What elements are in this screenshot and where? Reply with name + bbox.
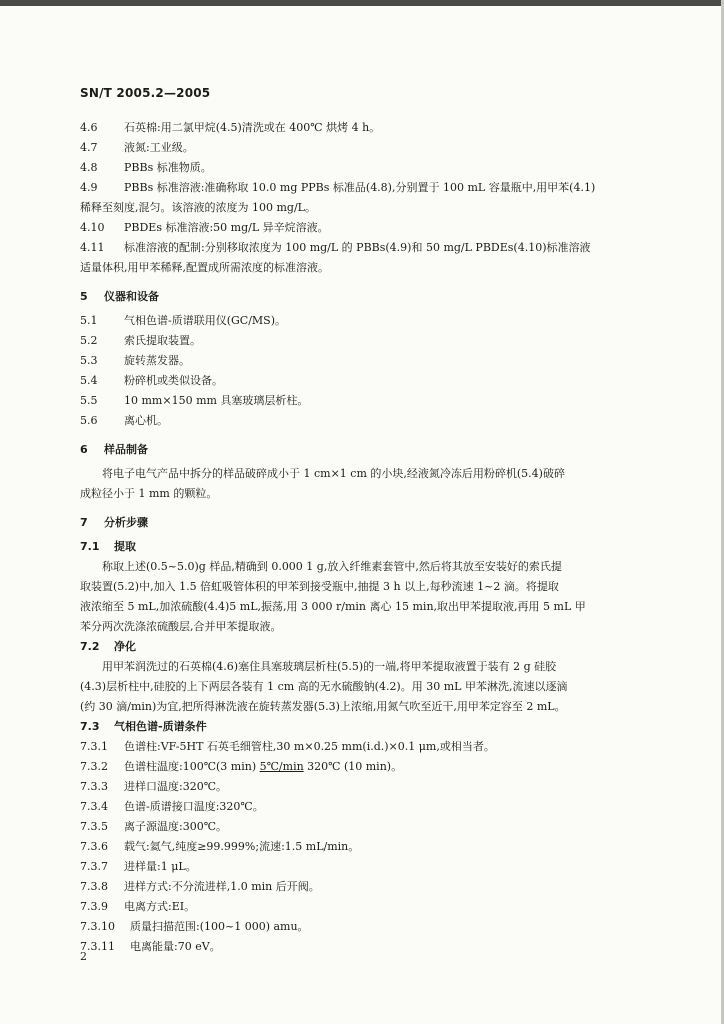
subsection-number: 7.3: [80, 720, 100, 733]
clause-number: 4.11: [80, 241, 105, 254]
clause-7-3-2: [80, 757, 640, 777]
paragraph-line: 取装置(5.2)中,加入 1.5 倍虹吸管体积的甲苯到接受瓶中,抽提 3 h 以上,每秒流速 1~2 滴。将提取: [80, 580, 559, 593]
clause-number: 5.5: [80, 394, 98, 407]
clause-4-10: [80, 218, 640, 238]
paragraph-line: (约 30 滴/min)为宜,把所得淋洗液在旋转蒸发器(5.3)上浓缩,用氮气吹至近干,用甲苯定容至 2 mL。: [80, 700, 566, 713]
clause-number: 5.3: [80, 354, 98, 367]
clause-text: 索氏提取装置。: [124, 334, 201, 347]
clause-number: 7.3.5: [80, 820, 108, 833]
clause-number: 7.3.9: [80, 900, 108, 913]
clause-text: 离心机。: [124, 414, 168, 427]
clause-7-3-8: [80, 877, 640, 897]
subsection-title: 提取: [114, 540, 136, 553]
paragraph-line: 成粒径小于 1 mm 的颗粒。: [80, 487, 218, 500]
section-number: 6: [80, 443, 88, 456]
clause-text: 离子源温度:300℃。: [124, 820, 228, 833]
temperature-program-start: 色谱柱温度:100℃(3 min): [124, 760, 257, 773]
clause-5-4: [80, 371, 640, 391]
subsection-number: 7.2: [80, 640, 100, 653]
clause-continuation: 适量体积,用甲苯稀释,配置成所需浓度的标准溶液。: [80, 261, 329, 274]
clause-number: 7.3.11: [80, 940, 115, 953]
clause-text: 电离方式:EI。: [124, 900, 196, 913]
clause-number: 7.3.8: [80, 880, 108, 893]
clause-4-7: [80, 138, 640, 158]
clause-text: PBBs 标准物质。: [124, 161, 212, 174]
clause-5-3: [80, 351, 640, 371]
clause-number: 7.3.10: [80, 920, 115, 933]
clause-text: 10 mm×150 mm 具塞玻璃层析柱。: [124, 394, 309, 407]
paragraph-line: 苯分两次洗涤浓硫酸层,合并甲苯提取液。: [80, 620, 282, 633]
clause-7-3-1: [80, 737, 640, 757]
clause-number: 5.1: [80, 314, 98, 327]
clause-number: 7.3.7: [80, 860, 108, 873]
clause-number: 5.4: [80, 374, 98, 387]
clause-text: PBDEs 标准溶液:50 mg/L 异辛烷溶液。: [124, 221, 329, 234]
clause-text: 进样方式:不分流进样,1.0 min 后开阀。: [124, 880, 320, 893]
subsection-7-1-heading: [80, 537, 640, 557]
paragraph-line: 将电子电气产品中拆分的样品破碎成小于 1 cm×1 cm 的小块,经液氮冷冻后用粉碎机(5.4)破碎: [102, 467, 565, 480]
clause-5-1: [80, 311, 640, 331]
clause-number: 7.3.2: [80, 760, 108, 773]
page-content: [80, 118, 640, 957]
clause-number: 4.10: [80, 221, 105, 234]
section-title: 样品制备: [104, 443, 148, 456]
subsection-7-2-heading: [80, 637, 640, 657]
subsection-number: 7.1: [80, 540, 100, 553]
ramp-rate: 5℃/min: [259, 760, 304, 773]
clause-4-8: [80, 158, 640, 178]
clause-7-3-5: [80, 817, 640, 837]
clause-number: 4.7: [80, 141, 98, 154]
clause-number: 7.3.3: [80, 780, 108, 793]
section-6-heading: [80, 440, 640, 460]
clause-number: 5.2: [80, 334, 98, 347]
clause-number: 7.3.6: [80, 840, 108, 853]
clause-text: 粉碎机或类似设备。: [124, 374, 223, 387]
temperature-program-end: 320℃ (10 min)。: [307, 760, 403, 773]
clause-text: 电离能量:70 eV。: [130, 940, 221, 953]
clause-text: 气相色谱-质谱联用仪(GC/MS)。: [124, 314, 287, 327]
clause-text: 色谱-质谱接口温度:320℃。: [124, 800, 264, 813]
clause-number: 4.9: [80, 181, 98, 194]
paragraph-line: 用甲苯润洗过的石英棉(4.6)塞住具塞玻璃层析柱(5.5)的一端,将甲苯提取液置于装有 2 g 硅胶: [102, 660, 557, 673]
section-title: 仪器和设备: [104, 290, 159, 303]
subsection-7-3-heading: [80, 717, 640, 737]
paragraph-line: 称取上述(0.5~5.0)g 样品,精确到 0.000 1 g,放入纤维素套管中,然后将其放至安装好的索氏提: [102, 560, 562, 573]
clause-text: 色谱柱:VF-5HT 石英毛细管柱,30 m×0.25 mm(i.d.)×0.1 μm,或相当者。: [124, 740, 495, 753]
clause-text: 载气:氦气,纯度≥99.999%;流速:1.5 mL/min。: [124, 840, 360, 853]
clause-number: 4.8: [80, 161, 98, 174]
clause-number: 5.6: [80, 414, 98, 427]
top-scan-edge: [0, 0, 724, 6]
clause-7-3-10: [80, 917, 640, 937]
clause-7-3-6: [80, 837, 640, 857]
clause-text: 进样口温度:320℃。: [124, 780, 228, 793]
clause-7-3-11: [80, 937, 640, 957]
clause-number: 7.3.4: [80, 800, 108, 813]
clause-5-5: [80, 391, 640, 411]
page-number: 2: [80, 950, 87, 963]
paragraph-line: (4.3)层析柱中,硅胶的上下两层各装有 1 cm 高的无水硫酸钠(4.2)。用 30 mL 甲苯淋洗,流速以逐滴: [80, 680, 568, 693]
clause-7-3-3: [80, 777, 640, 797]
section-5-heading: [80, 287, 640, 307]
section-7-heading: [80, 513, 640, 533]
clause-4-6: [80, 118, 640, 138]
clause-7-3-4: [80, 797, 640, 817]
clause-text: PBBs 标准溶液:准确称取 10.0 mg PPBs 标准品(4.8),分别置于 100 mL 容量瓶中,用甲苯(4.1): [124, 181, 596, 194]
clause-continuation: 稀释至刻度,混匀。该溶液的浓度为 100 mg/L。: [80, 201, 316, 214]
paragraph-line: 液浓缩至 5 mL,加浓硫酸(4.4)5 mL,振荡,用 3 000 r/min 离心 15 min,取出甲苯提取液,再用 5 mL 甲: [80, 600, 586, 613]
clause-text: 旋转蒸发器。: [124, 354, 190, 367]
subsection-title: 净化: [114, 640, 136, 653]
clause-4-11: [80, 238, 640, 258]
clause-text: [124, 757, 640, 777]
section-number: 5: [80, 290, 88, 303]
clause-4-9: [80, 178, 640, 198]
clause-text: 液氮:工业级。: [124, 141, 194, 154]
clause-text: 质量扫描范围:(100~1 000) amu。: [130, 920, 309, 933]
subsection-title: 气相色谱-质谱条件: [114, 720, 207, 733]
clause-text: 石英棉:用二氯甲烷(4.5)清洗或在 400℃ 烘烤 4 h。: [124, 121, 381, 134]
clause-text: 标准溶液的配制:分别移取浓度为 100 mg/L 的 PBBs(4.9)和 50 mg/L PBDEs(4.10)标准溶液: [124, 241, 591, 254]
clause-7-3-9: [80, 897, 640, 917]
clause-number: 4.6: [80, 121, 98, 134]
clause-5-2: [80, 331, 640, 351]
section-title: 分析步骤: [104, 516, 148, 529]
clause-number: 7.3.1: [80, 740, 108, 753]
clause-text: 进样量:1 μL。: [124, 860, 197, 873]
standard-number: SN/T 2005.2—2005: [80, 86, 211, 100]
clause-7-3-7: [80, 857, 640, 877]
clause-5-6: [80, 411, 640, 431]
section-number: 7: [80, 516, 88, 529]
